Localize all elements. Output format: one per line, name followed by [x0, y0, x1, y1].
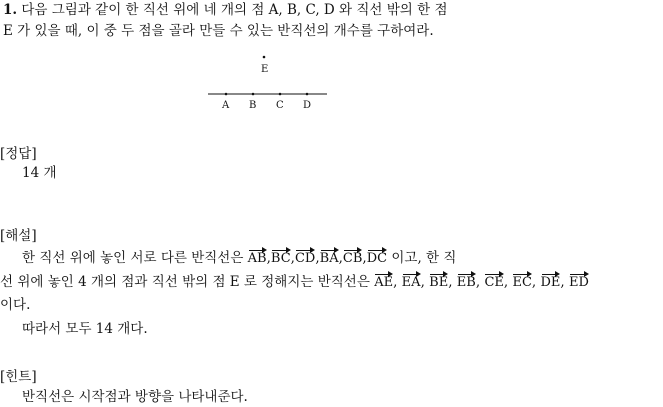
vector-cd: CD	[294, 251, 316, 266]
solution-heading: [해설]	[0, 228, 37, 244]
vector-ec: EC	[512, 275, 532, 290]
problem-text-1: 다음 그림과 같이 한 직선 위에 네 개의 점 A, B, C, D 와 직선 밖의 한 점	[21, 2, 448, 18]
problem-text-2: E 가 있을 때, 이 중 두 점을 골라 만들 수 있는 반직선의 개수를 구하여라.	[3, 23, 434, 39]
point-e-label: E	[261, 64, 269, 75]
vector-eb: EB	[456, 275, 476, 290]
point-b-label: B	[249, 100, 257, 111]
point-c-dot	[279, 93, 282, 96]
point-a-label: A	[222, 100, 230, 111]
vector-ae: AE	[374, 275, 394, 290]
answer-text: 14 개	[22, 165, 57, 181]
point-e-dot	[263, 56, 266, 59]
point-a-dot	[225, 93, 228, 96]
vector-ce: CE	[484, 275, 504, 290]
solution-line-3: 이다.	[0, 297, 31, 313]
vector-be: BE	[429, 275, 449, 290]
vector-cb: CB	[342, 251, 363, 266]
vector-de: DE	[540, 275, 561, 290]
solution-line-2: 선 위에 놓인 4 개의 점과 직선 밖의 점 E 로 정해지는 반직선은 AE, EA, BE, EB, CE, EC, DE, ED	[0, 274, 589, 290]
answer-heading: [정답]	[0, 146, 37, 162]
hint-heading: [힌트]	[0, 369, 37, 385]
vector-dc: DC	[366, 251, 388, 266]
point-d-label: D	[303, 100, 312, 111]
point-b-dot	[252, 93, 255, 96]
hint-text: 반직선은 시작점과 방향을 나타내준다.	[22, 389, 248, 405]
problem-number: 1.	[3, 2, 18, 18]
point-d-dot	[306, 93, 309, 96]
vector-bc: BC	[270, 251, 291, 266]
solution-text-1: 한 직선 위에 놓인 서로 다른 반직선은	[22, 250, 244, 266]
vector-ea: EA	[401, 275, 421, 290]
vector-ed: ED	[569, 275, 589, 290]
vector-ab: AB	[247, 251, 267, 266]
solution-tail-1: 이고, 한 직	[391, 250, 457, 266]
vector-ba: BA	[319, 251, 339, 266]
solution-text-2: 선 위에 놓인 4 개의 점과 직선 밖의 점 E 로 정해지는 반직선은	[0, 274, 370, 290]
solution-line-1: 한 직선 위에 놓인 서로 다른 반직선은 AB,BC,CD,BA,CB,DC 이고, 한 직	[22, 250, 457, 266]
solution-line-4: 따라서 모두 14 개다.	[22, 321, 148, 337]
point-c-label: C	[276, 100, 284, 111]
